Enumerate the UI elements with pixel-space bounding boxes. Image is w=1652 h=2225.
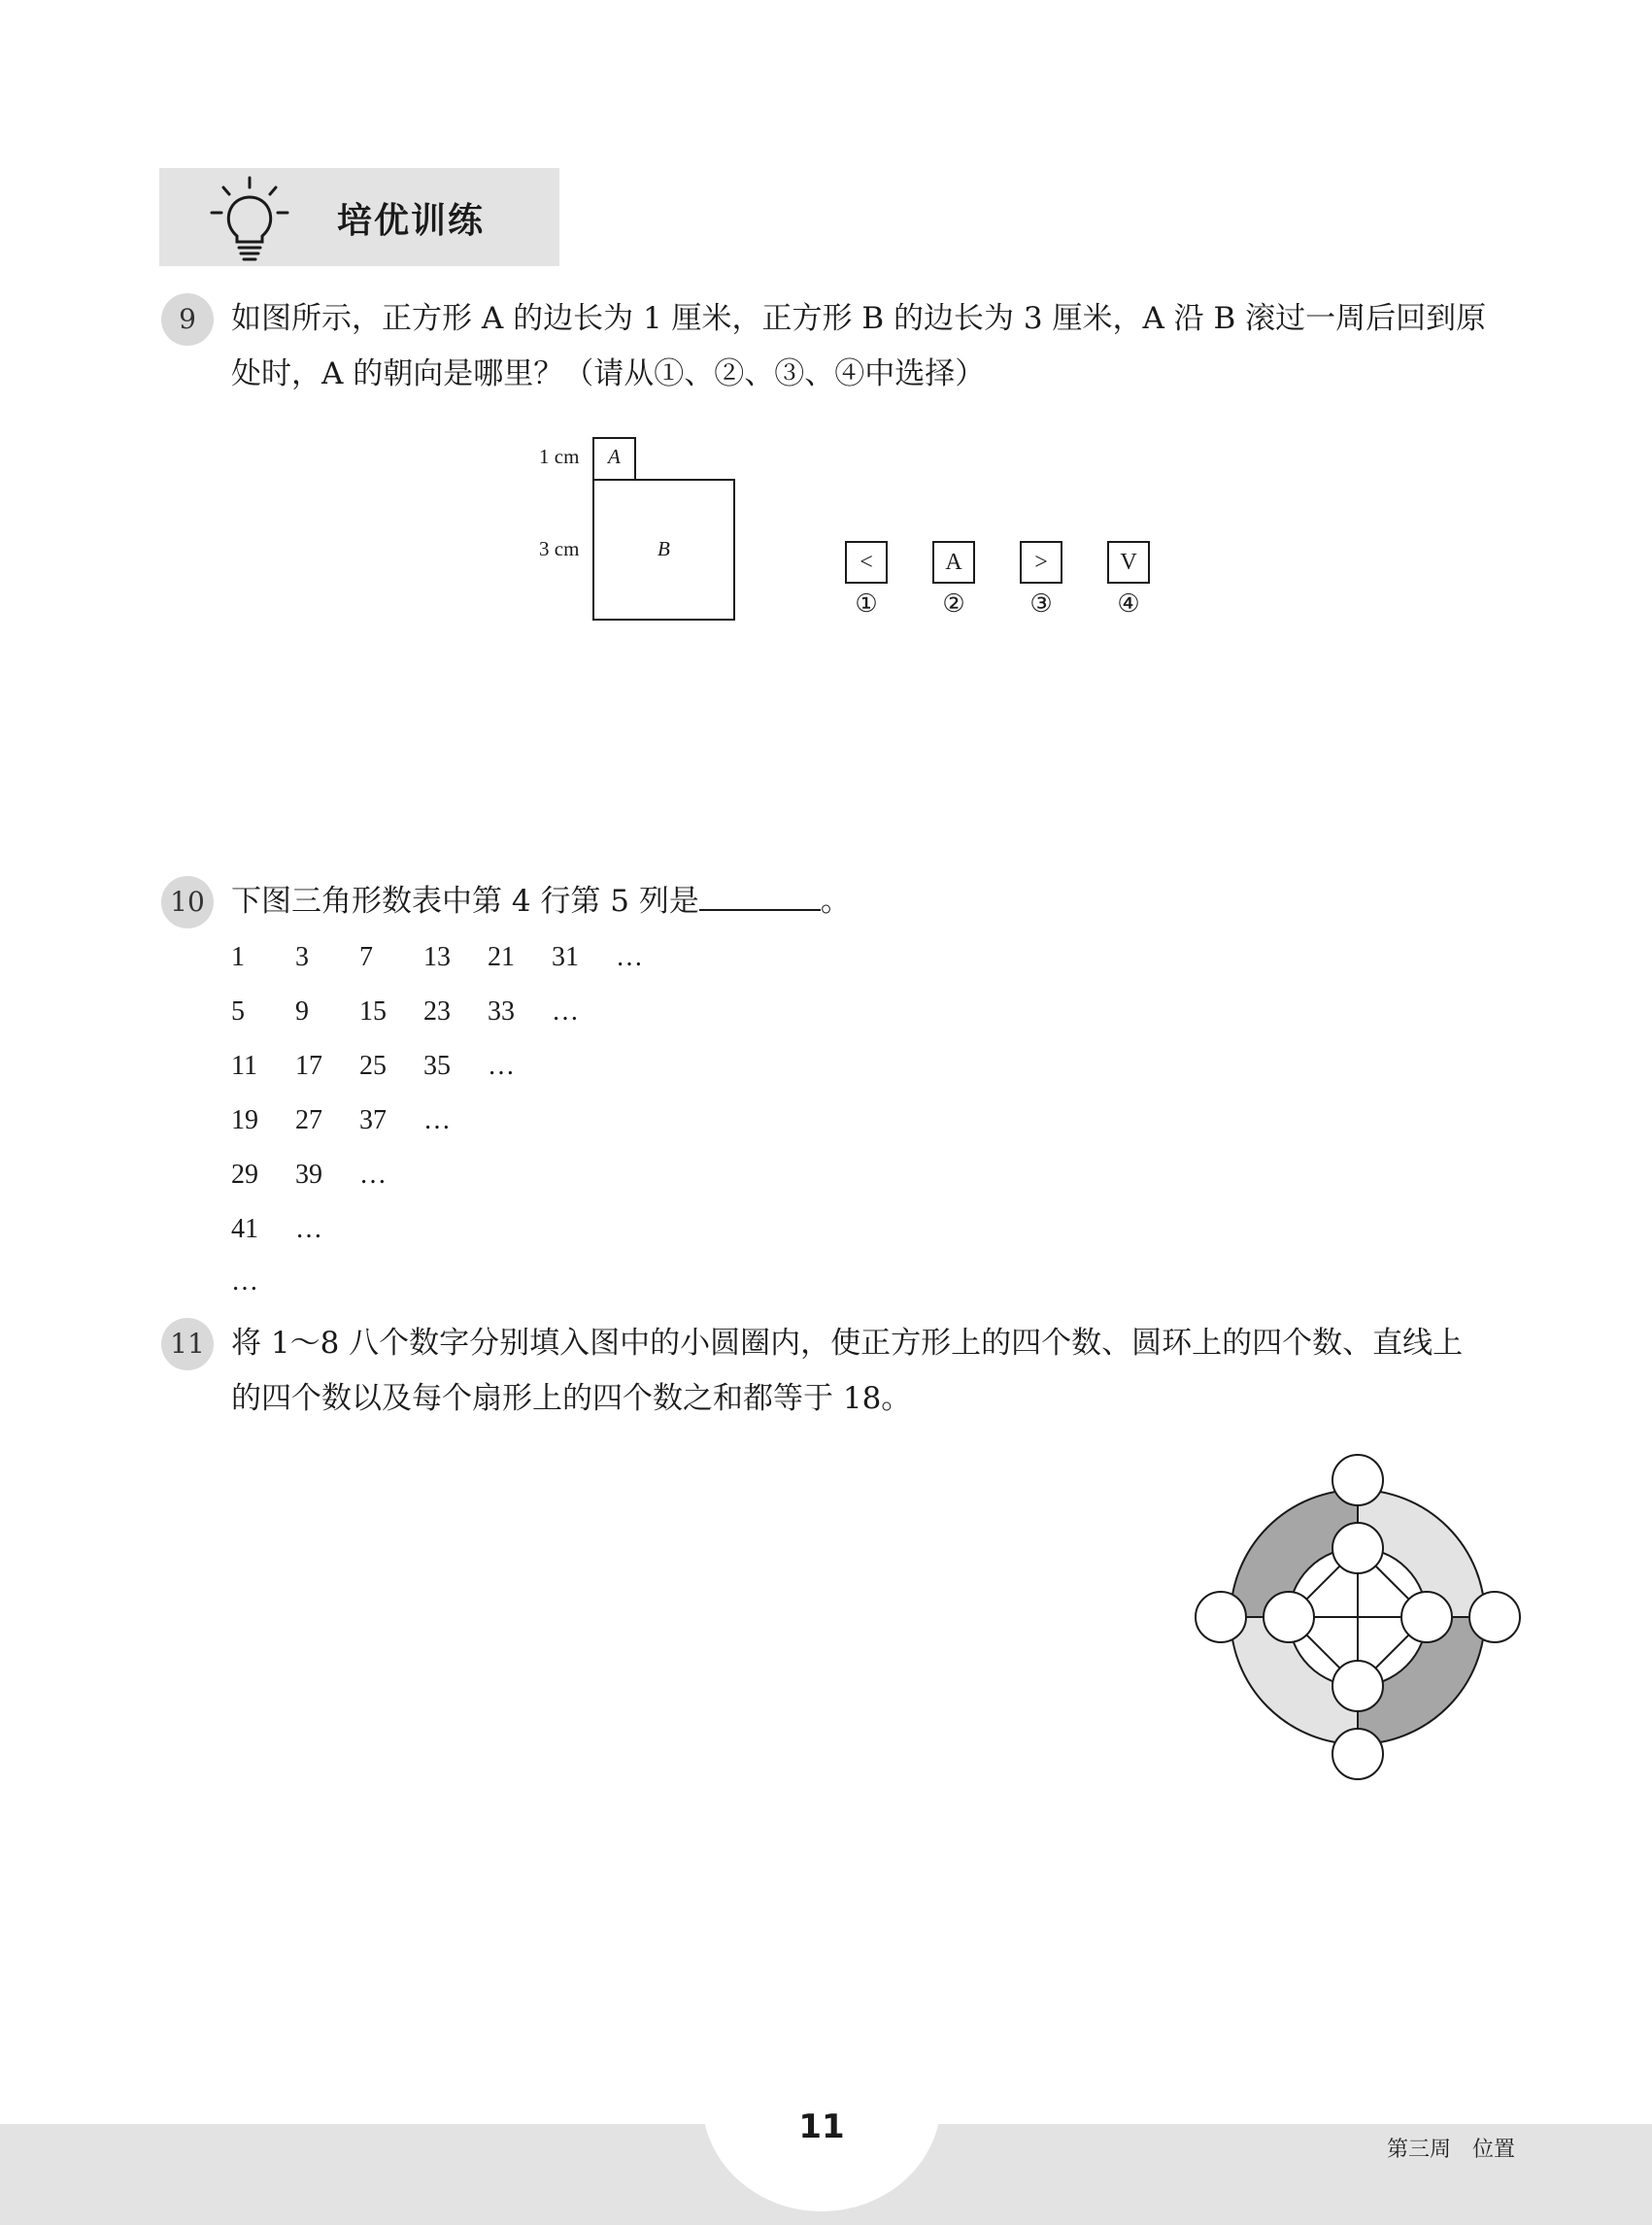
node-outer-right <box>1469 1592 1520 1642</box>
question-number-10: 10 <box>161 876 214 928</box>
table-cell: … <box>552 996 579 1027</box>
node-inner-top <box>1332 1523 1383 1573</box>
option-4-number: ④ <box>1117 590 1140 619</box>
page-number: 11 <box>798 2107 845 2146</box>
table-cell: 31 <box>552 942 579 972</box>
table-cell: 5 <box>231 996 245 1027</box>
table-cell: 9 <box>295 996 309 1027</box>
table-cell: 39 <box>295 1160 322 1190</box>
square-a-label: A <box>608 445 621 468</box>
question-number-11: 11 <box>161 1318 214 1370</box>
square-b-label: B <box>657 537 670 560</box>
node-outer-bottom <box>1332 1729 1383 1779</box>
table-cell: 15 <box>359 996 387 1027</box>
node-inner-right <box>1401 1592 1452 1642</box>
question-10-prompt: 下图三角形数表中第 4 行第 5 列是 <box>231 884 699 919</box>
answer-blank <box>699 876 821 911</box>
node-outer-top <box>1332 1455 1383 1505</box>
node-outer-left <box>1196 1592 1246 1642</box>
question-11-text <box>231 1316 1523 1427</box>
question-9-line1: 如图所示，正方形 A 的边长为 1 厘米，正方形 B 的边长为 3 厘米，A 沿 B 滚过一周后回到原 <box>231 301 1487 336</box>
question-9-text <box>231 291 1523 402</box>
footer-page-tab <box>702 1990 941 2211</box>
table-cell: 29 <box>231 1160 258 1190</box>
table-cell: … <box>295 1214 322 1244</box>
section-title: 培优训练 <box>337 201 486 241</box>
option-3-box: > <box>1020 541 1062 584</box>
table-cell: 25 <box>359 1051 387 1081</box>
question-10-text <box>231 874 1523 929</box>
section-banner <box>159 168 559 266</box>
circle-diagram <box>1195 1454 1525 1784</box>
option-3-number: ③ <box>1029 590 1053 619</box>
chapter-label: 第三周 位置 <box>1386 2138 1515 2162</box>
node-inner-bottom <box>1332 1661 1383 1711</box>
table-cell: 7 <box>359 942 373 972</box>
table-cell: 33 <box>488 996 515 1027</box>
label-1cm: 1 cm <box>539 445 580 468</box>
table-cell: 3 <box>295 942 309 972</box>
node-inner-left <box>1264 1592 1314 1642</box>
table-cell: 35 <box>423 1051 451 1081</box>
option-4-box: V <box>1107 541 1150 584</box>
option-2-number: ② <box>942 590 965 619</box>
lightbulb-icon <box>206 174 293 261</box>
table-cell: … <box>423 1105 451 1135</box>
label-3cm: 3 cm <box>539 537 580 560</box>
question-number-9: 9 <box>161 293 214 346</box>
table-cell: 1 <box>231 942 245 972</box>
table-cell: 41 <box>231 1214 258 1244</box>
table-cell: 13 <box>423 942 451 972</box>
table-cell: … <box>488 1051 515 1081</box>
table-cell: 17 <box>295 1051 322 1081</box>
table-cell: 37 <box>359 1105 387 1135</box>
question-11-line1: 将 1～8 八个数字分别填入图中的小圆圈内，使正方形上的四个数、圆环上的四个数、直线上 <box>231 1326 1464 1361</box>
table-cell: 27 <box>295 1105 322 1135</box>
table-cell: … <box>231 1266 258 1297</box>
table-cell: … <box>616 942 643 972</box>
question-10-end: 。 <box>820 884 851 919</box>
option-1-box: < <box>845 541 888 584</box>
option-2-box: A <box>932 541 975 584</box>
table-cell: 19 <box>231 1105 258 1135</box>
table-cell: … <box>359 1160 387 1190</box>
question-9-line2: 处时，A 的朝向是哪里？（请从①、②、③、④中选择） <box>231 356 986 391</box>
option-1-number: ① <box>855 590 878 619</box>
table-cell: 21 <box>488 942 515 972</box>
question-11-line2: 的四个数以及每个扇形上的四个数之和都等于 18。 <box>231 1381 912 1416</box>
table-cell: 23 <box>423 996 451 1027</box>
table-cell: 11 <box>231 1051 257 1081</box>
